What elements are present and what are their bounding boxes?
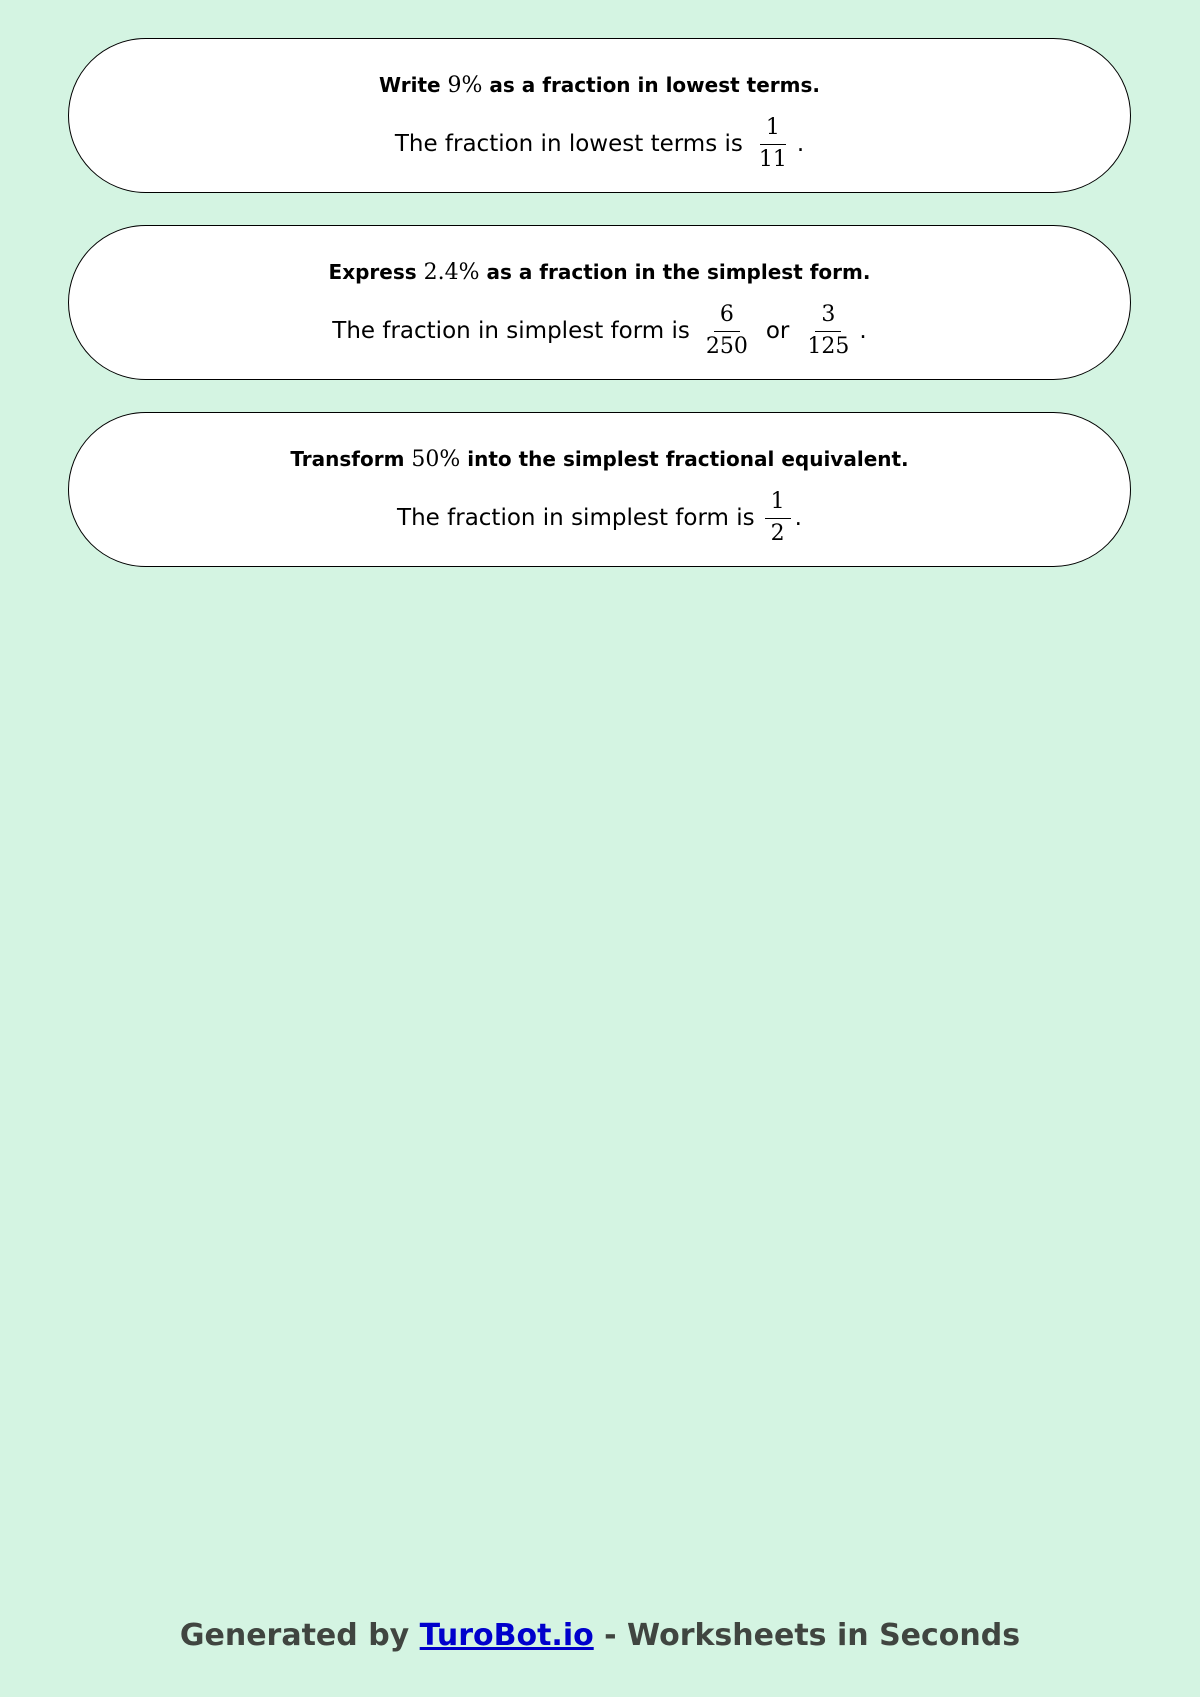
fraction-denominator: 125 [807,333,850,359]
question-text [69,260,1130,285]
fraction-numerator: 1 [765,490,791,518]
footer-prefix: Generated by [179,1618,420,1653]
question-lead: Write [379,73,448,97]
fraction-numerator: 1 [760,116,786,144]
fraction [753,116,793,171]
question-tail: into the simplest fractional equivalent. [460,447,909,471]
answer-prefix: The fraction in simplest form is [397,505,755,531]
turobot-link[interactable]: TuroBot.io [419,1618,594,1653]
fraction-denominator: 2 [770,520,785,546]
fraction-numerator: 6 [714,303,740,331]
fraction-denominator: 250 [705,333,748,359]
answer-suffix: . [794,505,802,531]
answer-prefix: The fraction in simplest form is [332,318,690,344]
answer-line [69,488,1130,548]
answer-line [69,301,1130,361]
question-text [69,447,1130,472]
fraction-denominator: 11 [758,146,787,172]
fraction [700,303,754,358]
fraction [765,490,791,545]
percent-value: 50% [411,447,461,472]
problem-card [68,38,1131,193]
footer-suffix: - Worksheets in Seconds [593,1618,1021,1653]
question-tail: as a fraction in lowest terms. [482,73,820,97]
fraction-separator: or [765,318,790,344]
problem-card [68,225,1131,380]
question-lead: Transform [290,447,412,471]
fraction [801,303,855,358]
problem-card [68,412,1131,567]
question-tail: as a fraction in the simplest form. [479,260,871,284]
answer-prefix: The fraction in lowest terms is [394,131,743,157]
fraction-numerator: 3 [815,303,841,331]
answer-suffix: . [859,318,867,344]
question-lead: Express [328,260,424,284]
answer-line [69,114,1130,174]
percent-value: 2.4% [423,260,480,285]
question-text [69,73,1130,98]
footer [0,1618,1200,1653]
answer-suffix: . [796,131,805,157]
percent-value: 9% [447,73,483,98]
